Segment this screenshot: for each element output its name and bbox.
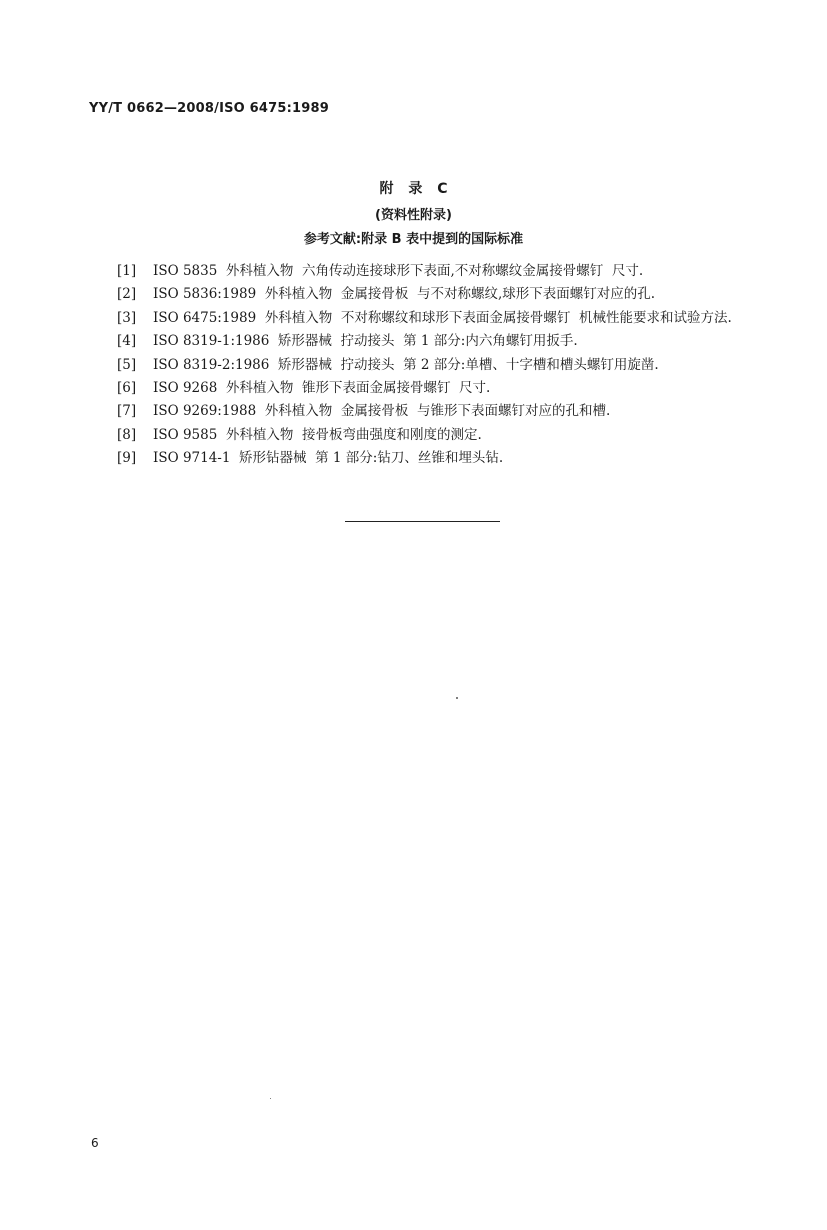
reference-number: [7]: [117, 403, 137, 420]
reference-item: [89, 260, 761, 283]
reference-number: [3]: [117, 309, 137, 326]
reference-item: [89, 354, 761, 377]
reference-text: ISO 5835 外科植入物 六角传动连接球形下表面,不对称螺纹金属接骨螺钉 尺寸.: [153, 263, 644, 279]
reference-item: [89, 283, 761, 306]
bibliography-heading: 参考文献:附录 B 表中提到的国际标准: [303, 232, 524, 247]
reference-number: [9]: [117, 450, 137, 467]
page-number: 6: [91, 1136, 99, 1150]
scan-speck: [270, 1098, 271, 1099]
reference-item: [89, 400, 761, 423]
reference-text: ISO 8319-2:1986 矫形器械 拧动接头 第 2 部分:单槽、十字槽和槽头螺钉用旋凿.: [153, 356, 659, 373]
end-rule-divider: [345, 521, 500, 522]
reference-number: [1]: [117, 263, 137, 279]
reference-text: ISO 9269:1988 外科植入物 金属接骨板 与锥形下表面螺钉对应的孔和槽.: [153, 403, 611, 420]
reference-number: [2]: [117, 286, 137, 303]
reference-item: [89, 424, 761, 447]
appendix-title: 附 录 C: [379, 181, 448, 197]
reference-text: ISO 9585 外科植入物 接骨板弯曲强度和刚度的测定.: [153, 426, 482, 443]
standard-code-header: YY/T 0662—2008/ISO 6475:1989: [89, 101, 330, 116]
reference-item: [89, 307, 761, 330]
reference-item: [89, 377, 761, 400]
reference-item: [89, 330, 761, 353]
reference-text: ISO 9268 外科植入物 锥形下表面金属接骨螺钉 尺寸.: [153, 380, 491, 397]
reference-text: ISO 6475:1989 外科植入物 不对称螺纹和球形下表面金属接骨螺钉 机械性能要求和试验方法.: [153, 309, 732, 326]
reference-number: [4]: [117, 333, 137, 350]
appendix-subtitle: (资料性附录): [375, 208, 452, 223]
reference-text: ISO 9714-1 矫形钻器械 第 1 部分:钻刀、丝锥和埋头钻.: [153, 450, 504, 467]
reference-item: [89, 447, 761, 470]
reference-text: ISO 8319-1:1986 矫形器械 拧动接头 第 1 部分:内六角螺钉用扳手.: [153, 333, 578, 350]
reference-number: [6]: [117, 380, 137, 397]
reference-number: [8]: [117, 426, 137, 443]
reference-text: ISO 5836:1989 外科植入物 金属接骨板 与不对称螺纹,球形下表面螺钉对应的孔.: [153, 286, 656, 303]
scan-speck: [456, 697, 458, 699]
reference-number: [5]: [117, 356, 137, 373]
reference-list: [89, 260, 761, 471]
